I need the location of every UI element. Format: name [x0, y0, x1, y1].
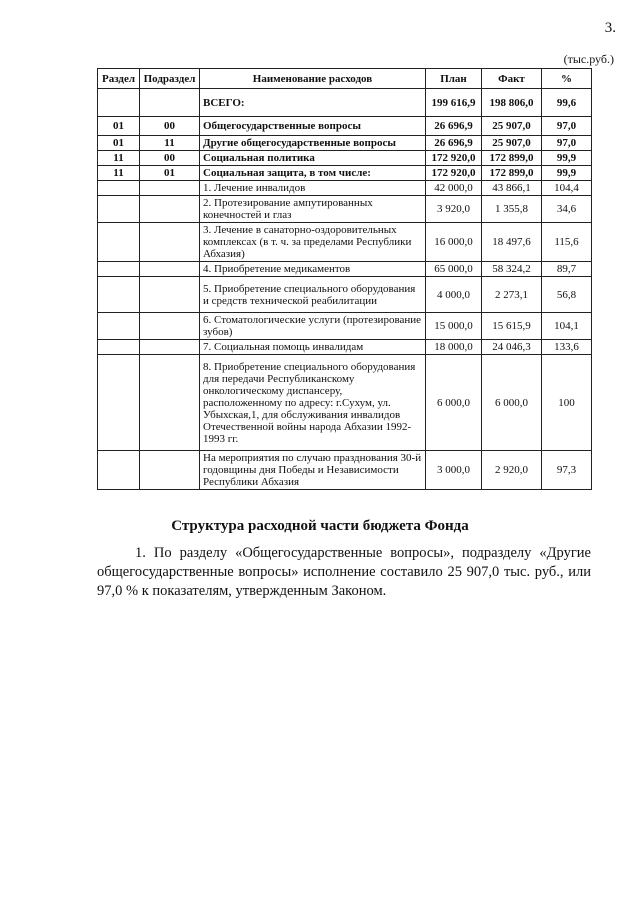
row-fact: 15 615,9 [482, 313, 542, 340]
row-name: 5. Приобретение специального оборудования и средств технической реабилитации [200, 277, 426, 313]
row-fact: 58 324,2 [482, 262, 542, 277]
table-row [98, 151, 592, 166]
row-plan: 172 920,0 [426, 151, 482, 166]
row-section [98, 451, 140, 490]
row-plan: 3 920,0 [426, 196, 482, 223]
row-fact: 2 273,1 [482, 277, 542, 313]
row-plan: 65 000,0 [426, 262, 482, 277]
row-name: ВСЕГО: [200, 89, 426, 117]
row-subsection [140, 181, 200, 196]
row-subsection [140, 313, 200, 340]
row-name: 7. Социальная помощь инвалидам [200, 340, 426, 355]
table-row [98, 117, 592, 136]
row-subsection: 00 [140, 117, 200, 136]
row-section [98, 355, 140, 451]
row-subsection [140, 262, 200, 277]
table-row [98, 355, 592, 451]
row-plan: 199 616,9 [426, 89, 482, 117]
row-fact: 172 899,0 [482, 166, 542, 181]
header-fact: Факт [482, 69, 542, 89]
table-row [98, 136, 592, 151]
row-name: Общегосударственные вопросы [200, 117, 426, 136]
section-title: Структура расходной части бюджета Фонда [171, 518, 469, 534]
paragraph: 1. По разделу «Общегосударственные вопросы», подразделу «Другие общегосударственные вопросы» исполнение составило 25 907,0 тыс. руб., или 97,0 % к показателям, утвержденным Законом. [97, 545, 591, 599]
row-name: 8. Приобретение специального оборудования для передачи Республиканскому онкологическому диспансеру, расположенному по адресу: г.Сухум, ул. Убыхская,1, для обслуживания инвалидов Отечественной войны народа Абхазии 1992-1993 гг. [200, 355, 426, 451]
row-name: Социальная политика [200, 151, 426, 166]
row-section [98, 262, 140, 277]
row-plan: 6 000,0 [426, 355, 482, 451]
row-percent: 115,6 [542, 223, 592, 262]
row-subsection [140, 355, 200, 451]
row-percent: 99,9 [542, 166, 592, 181]
header-name: Наименование расходов [200, 69, 426, 89]
row-name: 4. Приобретение медикаментов [200, 262, 426, 277]
row-subsection [140, 340, 200, 355]
row-plan: 3 000,0 [426, 451, 482, 490]
row-plan: 26 696,9 [426, 117, 482, 136]
row-subsection: 01 [140, 166, 200, 181]
row-name: 3. Лечение в санаторно-оздоровительных комплексах (в т. ч. за пределами Республики Абхазия) [200, 223, 426, 262]
row-section [98, 277, 140, 313]
table-row [98, 340, 592, 355]
row-section: 11 [98, 151, 140, 166]
row-plan: 26 696,9 [426, 136, 482, 151]
header-section: Раздел [98, 69, 140, 89]
table-header-row [98, 69, 592, 89]
row-name: На мероприятия по случаю празднования 30-й годовщины дня Победы и Независимости Республики Абхазия [200, 451, 426, 490]
row-name: Социальная защита, в том числе: [200, 166, 426, 181]
table-row [98, 277, 592, 313]
row-section [98, 340, 140, 355]
header-plan: План [426, 69, 482, 89]
row-percent: 97,0 [542, 117, 592, 136]
row-fact: 43 866,1 [482, 181, 542, 196]
row-plan: 15 000,0 [426, 313, 482, 340]
table-body [98, 89, 592, 490]
row-fact: 198 806,0 [482, 89, 542, 117]
table-row [98, 451, 592, 490]
row-section [98, 223, 140, 262]
row-plan: 4 000,0 [426, 277, 482, 313]
row-subsection: 00 [140, 151, 200, 166]
row-percent: 133,6 [542, 340, 592, 355]
row-name: 6. Стоматологические услуги (протезирование зубов) [200, 313, 426, 340]
table-row [98, 166, 592, 181]
row-plan: 42 000,0 [426, 181, 482, 196]
row-fact: 172 899,0 [482, 151, 542, 166]
budget-table [97, 68, 592, 490]
row-name: Другие общегосударственные вопросы [200, 136, 426, 151]
row-name: 1. Лечение инвалидов [200, 181, 426, 196]
row-subsection [140, 277, 200, 313]
row-section: 01 [98, 117, 140, 136]
row-subsection [140, 196, 200, 223]
row-fact: 18 497,6 [482, 223, 542, 262]
table-row [98, 89, 592, 117]
table-row [98, 196, 592, 223]
table-row [98, 181, 592, 196]
row-fact: 1 355,8 [482, 196, 542, 223]
units-label: (тыс.руб.) [563, 52, 614, 66]
row-subsection [140, 451, 200, 490]
row-percent: 104,4 [542, 181, 592, 196]
row-plan: 18 000,0 [426, 340, 482, 355]
table-row [98, 223, 592, 262]
row-fact: 6 000,0 [482, 355, 542, 451]
row-subsection: 11 [140, 136, 200, 151]
row-percent: 99,6 [542, 89, 592, 117]
row-section [98, 181, 140, 196]
row-subsection [140, 223, 200, 262]
row-percent: 104,1 [542, 313, 592, 340]
row-percent: 97,0 [542, 136, 592, 151]
row-fact: 25 907,0 [482, 117, 542, 136]
row-percent: 89,7 [542, 262, 592, 277]
row-section [98, 89, 140, 117]
row-percent: 97,3 [542, 451, 592, 490]
row-percent: 34,6 [542, 196, 592, 223]
row-section: 11 [98, 166, 140, 181]
row-name: 2. Протезирование ампутированных конечностей и глаз [200, 196, 426, 223]
row-section [98, 313, 140, 340]
table-row [98, 313, 592, 340]
row-plan: 172 920,0 [426, 166, 482, 181]
row-plan: 16 000,0 [426, 223, 482, 262]
row-fact: 2 920,0 [482, 451, 542, 490]
table-row [98, 262, 592, 277]
row-percent: 100 [542, 355, 592, 451]
row-fact: 25 907,0 [482, 136, 542, 151]
row-percent: 56,8 [542, 277, 592, 313]
row-percent: 99,9 [542, 151, 592, 166]
header-subsection: Подраздел [140, 69, 200, 89]
row-section: 01 [98, 136, 140, 151]
header-percent: % [542, 69, 592, 89]
row-fact: 24 046,3 [482, 340, 542, 355]
row-section [98, 196, 140, 223]
page-number: 3. [604, 20, 616, 36]
row-subsection [140, 89, 200, 117]
